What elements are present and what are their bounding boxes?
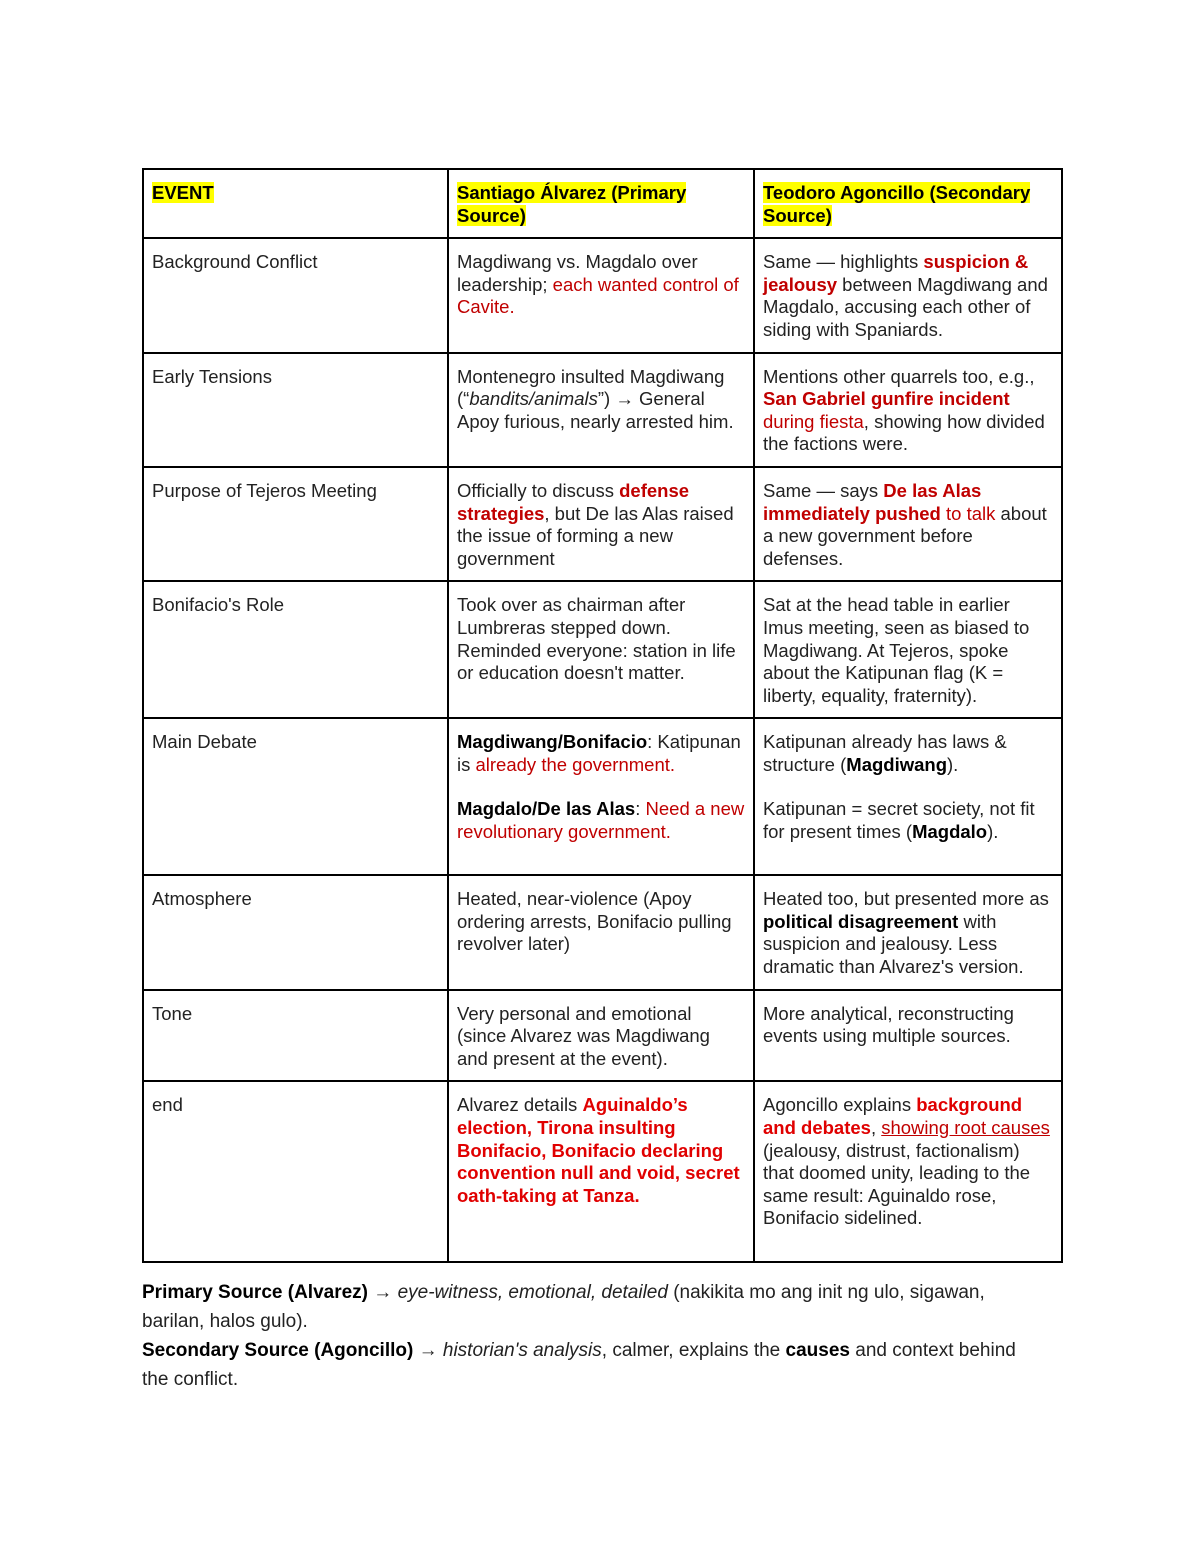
text-run: Alvarez details xyxy=(457,1094,583,1116)
agoncillo-cell xyxy=(754,718,1062,875)
text-run: , but De las Alas raised the issue of forming a new government xyxy=(457,502,734,569)
text-run: : Katipunan is xyxy=(457,731,741,775)
arrow-text: → xyxy=(368,1282,398,1303)
table-row xyxy=(143,467,1062,581)
alvarez-cell xyxy=(448,238,754,352)
text-run: about a new government before defenses. xyxy=(763,502,1047,569)
text-run: ). xyxy=(947,753,959,775)
agoncillo-cell: Sat at the head table in earlier Imus meeting, seen as biased to Magdiwang. At Tejeros, spoke about the Katipunan flag (K = liberty, equality, fraternity). xyxy=(754,581,1062,718)
emphasis-text: suspicion & jealousy xyxy=(763,251,1029,295)
text-run: between Magdiwang and Magdalo, accusing each other of siding with Spaniards. xyxy=(763,273,1048,340)
event-cell: Purpose of Tejeros Meeting xyxy=(143,467,448,581)
primary-source-summary xyxy=(142,1278,1042,1336)
bold-text: political disagreement xyxy=(763,910,959,932)
text-run: Katipunan = secret society, not fit for present times ( xyxy=(763,798,1035,843)
debate-point-magdalo xyxy=(457,798,745,843)
secondary-source-summary xyxy=(142,1336,1042,1394)
text-run: , xyxy=(870,1117,882,1139)
text-run: Magdiwang vs. Magdalo over leadership; xyxy=(457,251,698,295)
alvarez-cell: Very personal and emotional (since Alvarez was Magdiwang and present at the event). xyxy=(448,990,754,1082)
table-row xyxy=(143,1081,1062,1262)
event-cell: Atmosphere xyxy=(143,875,448,989)
table-row xyxy=(143,875,1062,989)
comparison-table xyxy=(142,168,1063,1263)
event-cell: Tone xyxy=(143,990,448,1082)
alvarez-cell xyxy=(448,1081,754,1262)
faction-label: Magdalo/De las Alas xyxy=(457,798,636,820)
text-run: : xyxy=(635,798,646,820)
emphasis-text: De las Alas immediately pushed xyxy=(763,479,982,524)
agoncillo-cell xyxy=(754,1081,1062,1262)
header-alvarez: Santiago Álvarez (Primary Source) xyxy=(457,182,687,226)
text-run: Same — says xyxy=(763,479,884,501)
agoncillo-cell xyxy=(754,238,1062,352)
summary-label: Primary Source (Alvarez) xyxy=(142,1282,368,1303)
text-run: ”) → General Apoy furious, nearly arrested him. xyxy=(457,388,734,432)
header-cell-event xyxy=(143,169,448,238)
text-run: Agoncillo explains xyxy=(763,1094,917,1116)
table-row xyxy=(143,353,1062,467)
debate-point-laws xyxy=(763,731,1053,776)
agoncillo-cell xyxy=(754,353,1062,467)
table-row xyxy=(143,238,1062,352)
event-cell: Background Conflict xyxy=(143,238,448,352)
arrow-text: → xyxy=(413,1340,443,1361)
alvarez-cell: Heated, near-violence (Apoy ordering arrests, Bonifacio pulling revolver later) xyxy=(448,875,754,989)
agoncillo-cell xyxy=(754,875,1062,989)
header-cell-agoncillo xyxy=(754,169,1062,238)
alvarez-cell xyxy=(448,718,754,875)
text-run: ). xyxy=(987,821,999,843)
agoncillo-cell xyxy=(754,467,1062,581)
emphasis-text: defense strategies xyxy=(457,479,690,524)
table-row xyxy=(143,718,1062,875)
text-run: Katipunan already has laws & structure ( xyxy=(763,731,1007,775)
debate-point-secret-society xyxy=(763,798,1053,843)
summary-section xyxy=(142,1278,1042,1394)
event-cell: Main Debate xyxy=(143,718,448,875)
text-run: , showing how divided the factions were. xyxy=(763,410,1045,455)
bold-text: causes xyxy=(785,1340,850,1361)
text-run: , calmer, explains the xyxy=(601,1340,786,1361)
text-run: Officially to discuss xyxy=(457,479,620,501)
event-cell: Early Tensions xyxy=(143,353,448,467)
text-run: and context behind the conflict. xyxy=(142,1340,1016,1390)
text-run: Heated too, but presented more as xyxy=(763,888,1049,910)
faction-label: Magdalo xyxy=(912,821,988,843)
header-event: EVENT xyxy=(152,182,214,203)
text-run: (nakikita mo ang init ng ulo, sigawan, barilan, halos gulo). xyxy=(142,1282,985,1332)
italic-text: bandits/animals xyxy=(469,388,598,410)
emphasis-text: San Gabriel gunfire incident xyxy=(763,388,1010,410)
underlined-text: showing root causes xyxy=(881,1117,1050,1139)
emphasis-text: background and debates xyxy=(763,1094,1023,1139)
faction-label: Magdiwang xyxy=(846,753,948,775)
text-run: with suspicion and jealousy. Less dramatic than Alvarez's version. xyxy=(763,910,1024,978)
header-cell-alvarez xyxy=(448,169,754,238)
alvarez-cell: Took over as chairman after Lumbreras stepped down. Reminded everyone: station in life or education doesn't matter. xyxy=(448,581,754,718)
emphasis-text: already the government. xyxy=(475,753,676,775)
event-cell: Bonifacio's Role xyxy=(143,581,448,718)
emphasis-text: Aguinaldo’s election, Tirona insulting Bonifacio, Bonifacio declaring convention null and void, secret oath-taking at Tanza. xyxy=(457,1094,740,1206)
emphasis-text: Need a new revolutionary government. xyxy=(457,798,745,843)
emphasis-text: to talk xyxy=(940,502,996,524)
italic-text: historian's analysis xyxy=(442,1340,602,1361)
agoncillo-cell: More analytical, reconstructing events using multiple sources. xyxy=(754,990,1062,1082)
summary-label: Secondary Source (Agoncillo) xyxy=(142,1340,414,1361)
event-cell: end xyxy=(143,1081,448,1262)
table-row xyxy=(143,581,1062,718)
alvarez-cell xyxy=(448,467,754,581)
alvarez-cell xyxy=(448,353,754,467)
text-run: Montenegro insulted Magdiwang (“ xyxy=(457,365,725,410)
table-header-row xyxy=(143,169,1062,238)
emphasis-text: each wanted control of Cavite. xyxy=(457,273,739,318)
table-row xyxy=(143,990,1062,1082)
text-run: (jealousy, distrust, factionalism) that doomed unity, leading to the same result: Aguinaldo rose, Bonifacio sidelined. xyxy=(763,1139,1031,1229)
debate-point-magdiwang xyxy=(457,731,745,776)
text-run: Same — highlights xyxy=(763,251,924,273)
italic-text: eye-witness, emotional, detailed xyxy=(397,1282,668,1303)
faction-label: Magdiwang/Bonifacio xyxy=(457,731,648,753)
text-run: Mentions other quarrels too, e.g., xyxy=(763,365,1035,387)
header-agoncillo: Teodoro Agoncillo (Secondary Source) xyxy=(763,182,1031,226)
emphasis-text: during fiesta xyxy=(763,410,864,432)
